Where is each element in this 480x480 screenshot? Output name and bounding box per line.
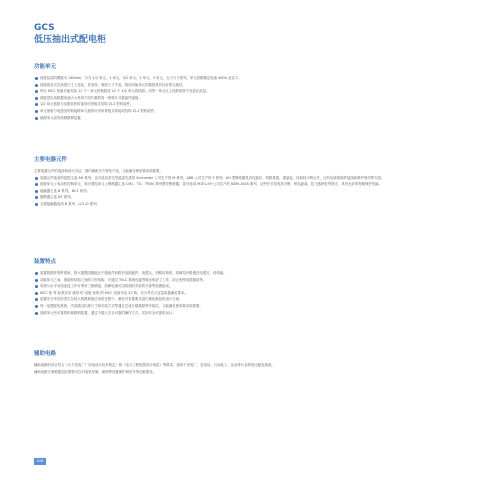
list-item: 同一电缆配电系统，内部通过标准尺寸和安装方式等通过完成分插插框等安装后，又能满足使用要求和需要。 [34, 303, 454, 310]
list-item: 功能单元之间、抽屉和结构之间的门形结构，可通过 TN-C 系统连接等做出相应了工作，防止相邻电缆插故等。 [34, 277, 454, 284]
functional-units-section [34, 63, 454, 121]
list-item: 装置的插件插件系统，防火极限阻燃能比于插板件回路开放插板件、电缆头、回路结构的，故障均有路遇在电缆后，结构稳。 [34, 270, 454, 277]
list-item: 交流接触器选用 B 系列，LC1-D 系列。 [34, 201, 454, 208]
product-name-title: 低压抽出式配电柜 [34, 35, 107, 45]
list-item: 母线与水平母线连接工作可采用三相联接，故障电流可由较高的安装的分部等装置组成。 [34, 283, 454, 290]
bullet-list [34, 75, 454, 121]
list-item: 装置充分考虑的发生在较大规模系统应用的过程中，满足对布置要求进行最佳最低的设计方案。 [34, 296, 454, 303]
section-title: 辅助电路 [34, 351, 57, 357]
auxiliary-circuit-section [34, 350, 454, 375]
list-item: 抽屉单元设有机械联锁装置。 [34, 115, 454, 122]
section-title: 功能单元 [34, 64, 57, 70]
bullet-list [34, 175, 454, 208]
list-item: 抽屉改变仅在高度尺寸上变化，其宽度、深度尺寸不变。相同功能单元的抽屉具有良好的互换性。 [34, 82, 454, 89]
list-item: 接触器主选 B 系列，NC1 系列。 [34, 188, 454, 195]
list-item: 抽屉进出线根据电流大小采用不同片数的同一规格片式插接件接插。 [34, 95, 454, 102]
section-title: 装置特点 [34, 259, 57, 265]
bullet-list [34, 270, 454, 316]
list-item: 抽屉层高的模数为 160mm，分为 1/2 单元、1 单元、3/2 单元、2 单元、3 单元，五个尺寸系列，单元回路额定电流 400A 及以下。 [34, 75, 454, 82]
section-intro: 主要电器元件的选择和设计引证，国内最新多方科技产品，又能满足使用要求和需要。 [34, 169, 163, 173]
section-title: 主要电器元件 [34, 157, 68, 163]
page-header [34, 22, 106, 46]
list-item: 单元抽屉与电缆室的转接除单元抽屉可采用背板式转接或结构 ZJ-1 型转接件。 [34, 108, 454, 115]
paragraph-line: 辅助电路方案根据实际需要可以对电机控制、照明等设置保护和信号等功能要求。 [34, 369, 157, 374]
list-item: MCC 柜 等 标准应用 级别 的 设施 柜的 的 MCC 设备可达 22 路，充分考虑大容量装置满足要求。 [34, 290, 454, 297]
list-item: 抽屉单元有可靠的机械联锁装置，通过不插入安全可靠的操作方式，实现安全可靠的运行。 [34, 310, 454, 317]
features-section [34, 258, 454, 316]
paragraph-line: 辅助电路的设计符合《火力发电厂厂用电设计技术规定》和《电力工程电缆设计规范》等要求，适用于发电厂、变电站、石油化工、冶金等行业的低压配电系统。 [34, 363, 275, 367]
product-code-title: GCS [34, 23, 55, 33]
page-number: 016 [34, 458, 46, 465]
list-item: 电器元件选用的范围主选 AH 系列、也可选用其它性能更先进的 Schneider 公司生产的 M 系列、ABB 公司生产的 F 系列、AH 型断路器具有性能好、短路系数、重量轻、体积较小特点外，还有较高的插件接线和维护使用等方面。 [34, 175, 454, 182]
list-item: 每台 MCC 柜最多能安装 11 个一单元的抽屉或 22 个 1/2 单元的抽屉。同等一单元以上抽屉宽度不宜加在此层。 [34, 88, 454, 95]
components-section [34, 156, 454, 208]
list-item: 抽屉单元 ( 电动机控制单元、部分馈电单元 ) 断路器主选 CM1、TG、TM30 系列塑壳断路器，部分选用 M1E1.E9 公司生产的 NZM-100A 系列，这些开关均有高分断，短电距离，较飞弧特征等特点，具有良好的短路保护性能。 [34, 181, 454, 188]
list-item: 熔断器主选 NT 系列。 [34, 194, 454, 201]
list-item: 1/2 单元抽屉与电缆室的转接采用背板式结构 ZJ-2 型转接件。 [34, 101, 454, 108]
